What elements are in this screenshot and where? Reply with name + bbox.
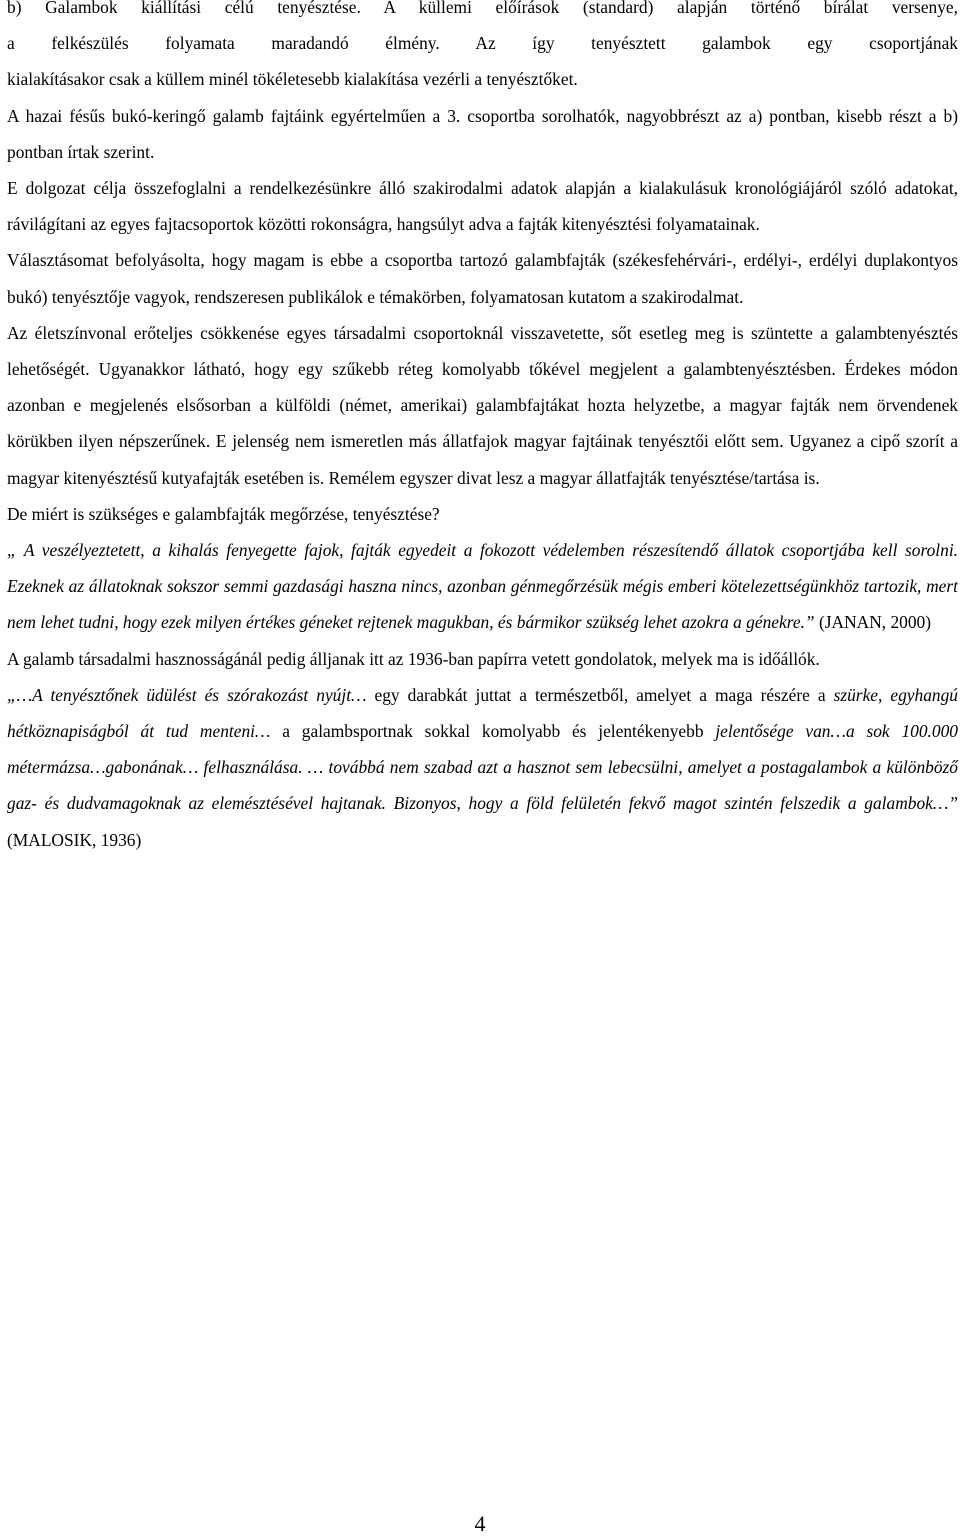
quote-malosik-normal-1: egy darabkát juttat a természetből, amelyet a maga részére a bbox=[366, 684, 834, 705]
paragraph-hazai: A hazai fésűs bukó-keringő galamb fajtáink egyértelműen a 3. csoportba sorolhatók, nagyobbrészt az a) pontban, kisebb részt a b) pontban írtak szerint. bbox=[7, 105, 958, 162]
item-b-line-2: a felkészülés folyamata maradandó élmény. Az így tenyésztett galambok egy csoportjának bbox=[7, 33, 958, 54]
quote-janan bbox=[7, 532, 958, 641]
paragraph-valasztas: Választásomat befolyásolta, hogy magam is ebbe a csoportba tartozó galambfajták (székesfehérvári-, erdélyi-, erdélyi duplakontyos bukó) tenyésztője vagyok, rendszeresen publikálok e témakörben, folyamatosan kutatom a szakirodalmat. bbox=[7, 250, 958, 307]
paragraph-galamb-hasznossag: A galamb társadalmi hasznosságánál pedig álljanak itt az 1936-ban papírra vetett gondolatok, melyek ma is időállók. bbox=[7, 648, 820, 669]
paragraph-eletszinvonal: Az életszínvonal erőteljes csökkenése egyes társadalmi csoportoknál visszavetette, sőt esetleg meg is szüntette a galambtenyésztés lehetőségét. Ugyanakkor látható, hogy egy szűkebb réteg komolyabb tőkével megjelent a galambtenyésztésben. Érdekes módon azonban e megjelenés elsősorban a külföldi (német, amerikai) galambfajtákat hozta helyzetbe, a magyar fajták nem örvendenek körükben ilyen népszerűnek. E jelenség nem ismeretlen más állatfajok magyar fajtáinak tenyésztői előtt sem. Ugyanez a cipő szorít a magyar kitenyésztésű kutyafajták esetében is. Remélem egyszer divat lesz a magyar állatfajták tenyésztése/tartása is. bbox=[7, 322, 958, 488]
quote-janan-citation: (JANAN, 2000) bbox=[814, 612, 932, 633]
paragraph-question: De miért is szükséges e galambfajták megőrzése, tenyésztése? bbox=[7, 503, 440, 524]
quote-malosik-italic-2: szürke, egyhangú hétköznapiságból át tud menteni… bbox=[7, 684, 958, 742]
quote-janan-text: „ A veszélyeztetett, a kihalás fenyegette fajok, fajták egyedeit a fokozott védelemben részesítendő állatok csoportjába kell sorolni. Ezeknek az állatoknak sokszor semmi gazdasági haszna nincs, azonban génmegőrzésük mégis emberi kötelezettségünkhöz tartozik, mert nem lehet tudni, hogy ezek milyen értékes géneket rejtenek magukban, és bármikor szükség lehet azokra a génekre.” bbox=[7, 540, 958, 633]
item-b-paragraph bbox=[7, 0, 958, 98]
page-number: 4 bbox=[474, 1511, 486, 1536]
quote-malosik-normal-2: a galambsportnak sokkal komolyabb és jelentékenyebb bbox=[270, 721, 716, 742]
quote-malosik-citation: (MALOSIK, 1936) bbox=[7, 829, 142, 850]
paragraph-dolgozat-celja: E dolgozat célja összefoglalni a rendelkezésünkre álló szakirodalmi adatok alapján a kialakulásuk kronológiájáról szóló adatokat, rávilágítani az egyes fajtacsoportok közötti rokonságra, hangsúlyt adva a fajták kitenyésztési folyamatainak. bbox=[7, 178, 958, 235]
document-page bbox=[7, 0, 958, 858]
quote-malosik bbox=[7, 677, 958, 858]
item-b-line-3: kialakításakor csak a küllem minél tökéletesebb kialakítása vezérli a tenyésztőket. bbox=[7, 69, 578, 90]
quote-malosik-italic-1: „…A tenyésztőnek üdülést és szórakozást nyújt… bbox=[7, 684, 367, 705]
quote-malosik-italic-3: jelentősége van…a sok 100.000 métermázsa…gabonának… felhasználása. … továbbá nem szabad azt a hasznot sem lebecsülni, amelyet a postagalambok a különböző gaz- és dudvamagoknak az elemésztésével hajtanak. Bizonyos, hogy a föld felületén fekvő magot szintén felszedik a galambok…” bbox=[7, 721, 958, 814]
item-b-line-1: b) Galambok kiállítási célú tenyésztése. A küllemi előírások (standard) alapján történő bírálat versenye, bbox=[7, 0, 958, 17]
